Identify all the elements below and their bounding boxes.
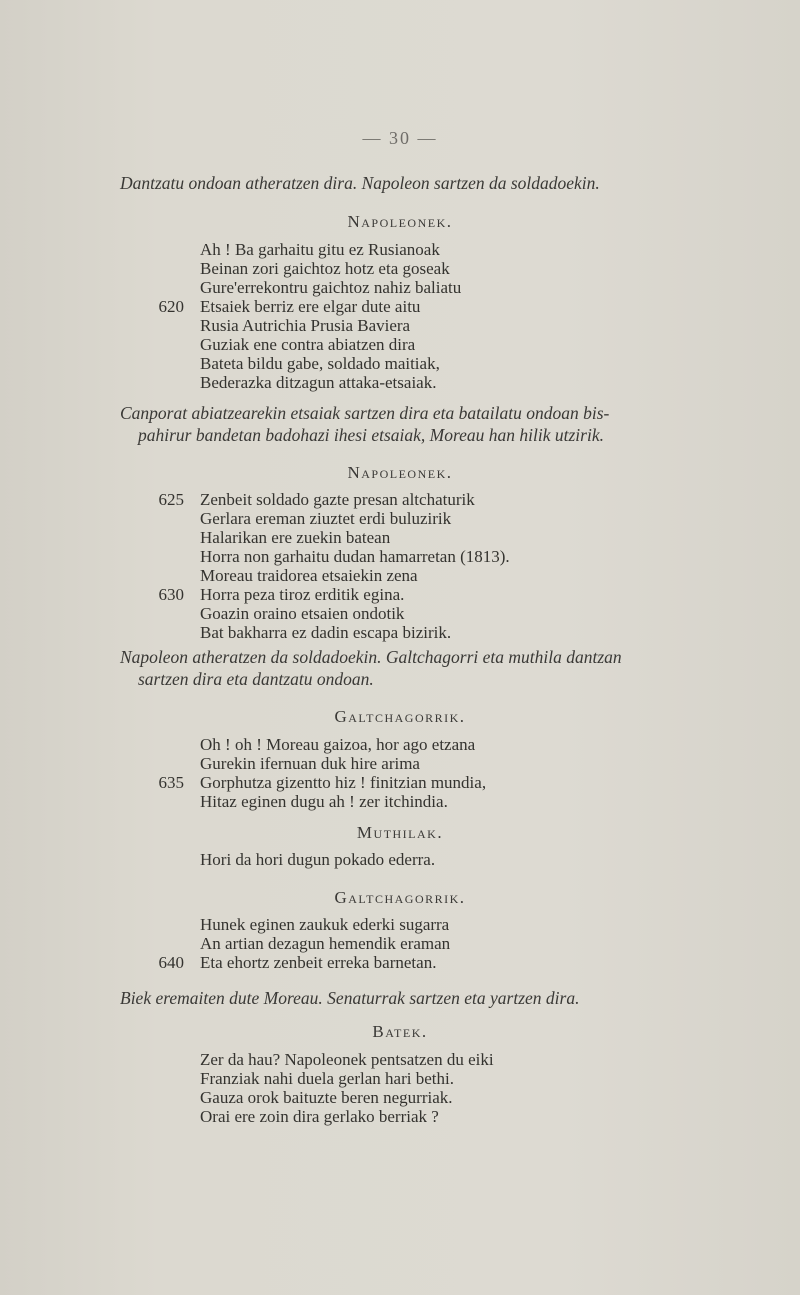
verse-text: Gure'errekontru gaichtoz nahiz baliatu	[200, 278, 462, 297]
line-number: 630	[158, 585, 184, 604]
verse-line	[200, 1088, 680, 1107]
verse-line	[200, 509, 680, 528]
stage-direction: Canporat abiatzearekin etsaiak sartzen dira eta batailatu ondoan bis- pahirur bandetan badohazi ihesi etsaiak, Moreau han hilik utzirik.	[120, 403, 610, 445]
verse-text: An artian dezagun hemendik eraman	[200, 934, 451, 953]
verse-text: Hunek eginen zaukuk ederki sugarra	[200, 915, 450, 934]
verse-line	[200, 335, 680, 354]
verse-text: Franziak nahi duela gerlan hari bethi.	[200, 1069, 454, 1088]
verse-line	[200, 528, 680, 547]
verse-line	[158, 585, 680, 604]
verse-text: Hitaz eginen dugu ah ! zer itchindia.	[200, 792, 448, 811]
verse-text: Zer da hau? Napoleonek pentsatzen du eiki	[200, 1050, 494, 1069]
verse-line	[200, 1107, 680, 1126]
verse-block	[200, 850, 680, 869]
line-number: 620	[158, 297, 184, 316]
verse-line	[158, 490, 680, 509]
verse-text: Beinan zori gaichtoz hotz eta goseak	[200, 259, 450, 278]
stage-direction: Biek eremaiten dute Moreau. Senaturrak sartzen eta yartzen dira.	[120, 988, 580, 1008]
verse-line	[200, 316, 680, 335]
line-number: 625	[158, 490, 184, 509]
verse-line	[200, 259, 680, 278]
verse-line	[200, 934, 680, 953]
verse-line	[200, 915, 680, 934]
verse-text: Etsaiek berriz ere elgar dute aitu	[200, 297, 421, 316]
verse-line	[158, 297, 680, 316]
verse-line	[200, 278, 680, 297]
verse-line	[200, 547, 680, 566]
verse-line	[200, 1050, 680, 1069]
verse-text: Guziak ene contra abiatzen dira	[200, 335, 416, 354]
verse-text: Bateta bildu gabe, soldado maitiak,	[200, 354, 440, 373]
verse-block	[158, 915, 680, 972]
verse-block	[158, 240, 680, 392]
speaker-name: Batek.	[372, 1022, 428, 1041]
verse-text: Eta ehortz zenbeit erreka barnetan.	[200, 953, 437, 972]
verse-line	[200, 1069, 680, 1088]
verse-text: Ah ! Ba garhaitu gitu ez Rusianoak	[200, 240, 440, 259]
verse-line	[158, 773, 680, 792]
speaker-name: Muthilak.	[356, 823, 444, 842]
verse-line	[200, 604, 680, 623]
verse-text: Zenbeit soldado gazte presan altchaturik	[200, 490, 475, 509]
line-number: 635	[158, 773, 184, 792]
verse-text: Oh ! oh ! Moreau gaizoa, hor ago etzana	[200, 735, 476, 754]
verse-block	[200, 1050, 680, 1126]
line-number: 640	[158, 953, 184, 972]
verse-line	[200, 623, 680, 642]
speaker-name: Galtchagorrik.	[334, 707, 466, 726]
verse-line	[200, 354, 680, 373]
verse-text: Goazin oraino etsaien ondotik	[200, 604, 405, 623]
verse-text: Horra peza tiroz erditik egina.	[200, 585, 405, 604]
stage-direction: Napoleon atheratzen da soldadoekin. Galtchagorri eta muthila dantzan sartzen dira eta dantzatu ondoan.	[120, 647, 622, 689]
verse-line	[200, 373, 680, 392]
verse-text: Orai ere zoin dira gerlako berriak ?	[200, 1107, 439, 1126]
verse-line	[200, 240, 680, 259]
verse-text: Gauza orok baituzte beren negurriak.	[200, 1088, 453, 1107]
verse-text: Hori da hori dugun pokado ederra.	[200, 850, 436, 869]
verse-text: Horra non garhaitu dudan hamarretan (1813).	[200, 547, 510, 566]
stage-direction: Dantzatu ondoan atheratzen dira. Napoleon sartzen da soldadoekin.	[120, 173, 600, 193]
verse-text: Rusia Autrichia Prusia Baviera	[200, 316, 411, 335]
verse-block	[158, 490, 680, 642]
page-number: — 30 —	[362, 128, 438, 148]
verse-text: Bederazka ditzagun attaka-etsaiak.	[200, 373, 437, 392]
verse-block	[158, 735, 680, 811]
verse-text: Gerlara ereman ziuztet erdi buluzirik	[200, 509, 452, 528]
verse-line	[200, 566, 680, 585]
speaker-name: Galtchagorrik.	[334, 888, 466, 907]
verse-text: Gorphutza gizentto hiz ! finitzian mundia,	[200, 773, 487, 792]
verse-line	[200, 850, 680, 869]
verse-line	[158, 953, 680, 972]
verse-text: Halarikan ere zuekin batean	[200, 528, 391, 547]
verse-line	[200, 754, 680, 773]
verse-text: Gurekin ifernuan duk hire arima	[200, 754, 420, 773]
verse-text: Bat bakharra ez dadin escapa bizirik.	[200, 623, 452, 642]
verse-line	[200, 792, 680, 811]
verse-line	[200, 735, 680, 754]
verse-text: Moreau traidorea etsaiekin zena	[200, 566, 418, 585]
speaker-name: Napoleonek.	[347, 212, 453, 231]
speaker-name: Napoleonek.	[347, 463, 453, 482]
